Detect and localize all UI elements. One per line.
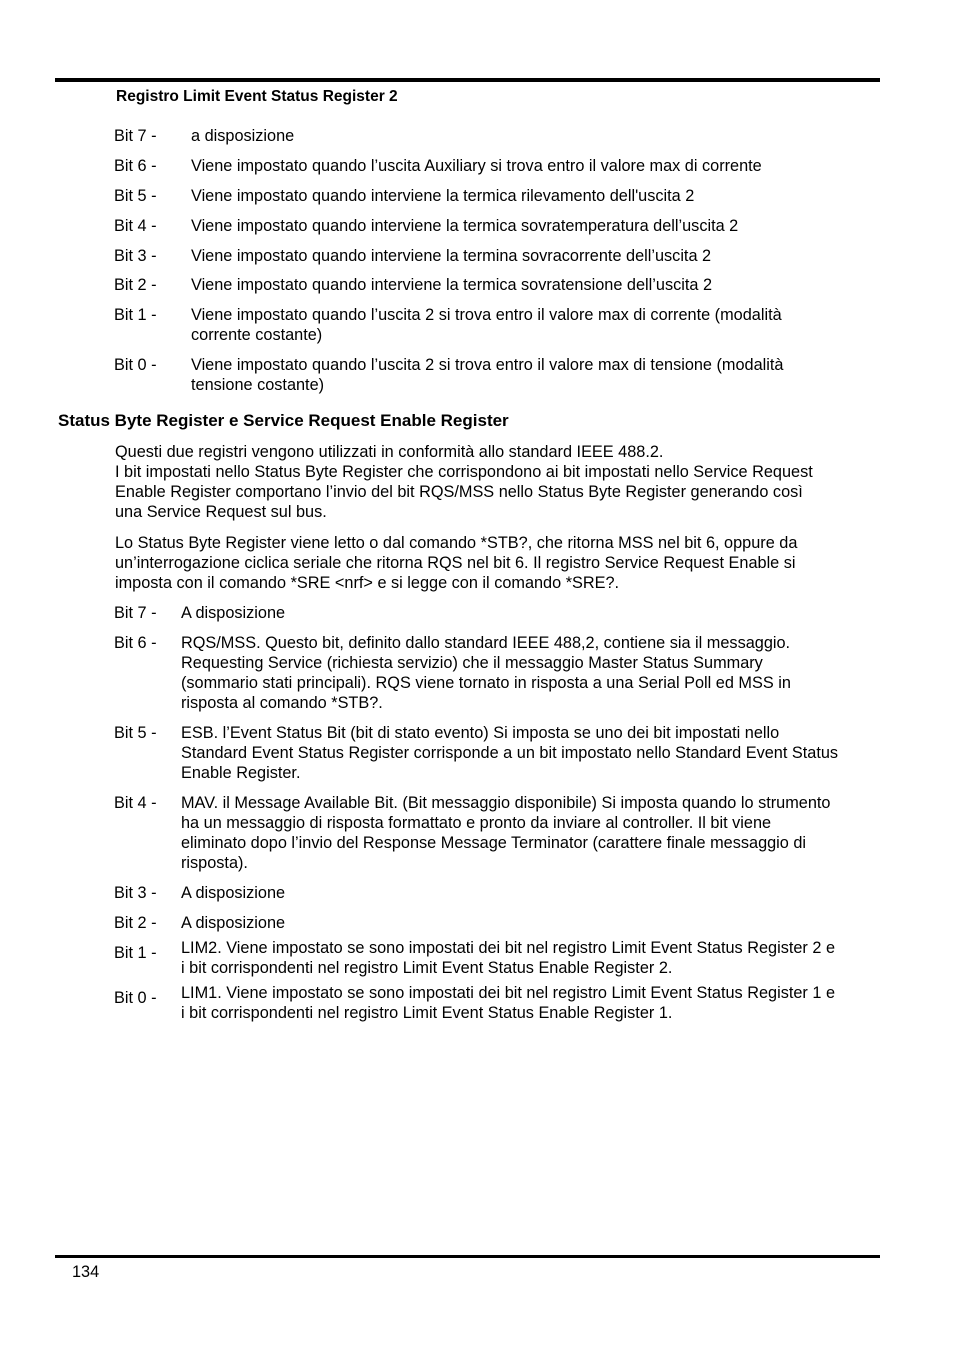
bit-label: Bit 3 - [114,884,157,902]
paragraph-line: I bit impostati nello Status Byte Register che corrispondono ai bit impostati nello Service Request [115,463,813,481]
paragraph-line: Enable Register comportano l’invio del bit RQS/MSS nello Status Byte Register generando così [115,483,803,501]
bit-description: RQS/MSS. Questo bit, definito dallo standard IEEE 488,2, contiene sia il messaggio. [181,634,791,652]
bit-description: Viene impostato quando l’uscita Auxiliary si trova entro il valore max di corrente [191,157,762,175]
bit-description: (sommario stati principali). RQS viene tornato in risposta a una Serial Poll ed MSS in [181,674,791,692]
bit-description: Viene impostato quando interviene la termica sovratemperatura dell’uscita 2 [191,217,739,235]
page-number: 134 [72,1263,100,1281]
bit-description: Viene impostato quando l’uscita 2 si trova entro il valore max di tensione (modalità [191,356,784,374]
paragraph-line: una Service Request sul bus. [115,503,327,521]
bit-label: Bit 6 - [114,157,157,175]
bit-description: A disposizione [181,604,286,622]
bit-label: Bit 0 - [114,989,157,1007]
bit-label: Bit 7 - [114,127,157,145]
bit-label: Bit 1 - [114,306,157,324]
bit-description: Viene impostato quando l’uscita 2 si trova entro il valore max di corrente (modalità [191,306,782,324]
footer-rule [55,1255,880,1258]
paragraph-line: Lo Status Byte Register viene letto o dal comando *STB?, che ritorna MSS nel bit 6, oppure da [115,534,798,552]
bit-label: Bit 7 - [114,604,157,622]
bit-label: Bit 2 - [114,914,157,932]
bit-description: Requesting Service (richiesta servizio) che il messaggio Master Status Summary [181,654,763,672]
section2-title: Status Byte Register e Service Request Enable Register [58,411,509,430]
bit-label: Bit 5 - [114,187,157,205]
bit-label: Bit 4 - [114,794,157,812]
paragraph-line: imposta con il comando *SRE <nrf> e si legge con il comando *SRE?. [115,574,620,592]
paragraph-line: un’interrogazione ciclica seriale che ritorna RQS nel bit 6. Il registro Service Request Enable si [115,554,796,572]
bit-label: Bit 0 - [114,356,157,374]
bit-description: LIM2. Viene impostato se sono impostati dei bit nel registro Limit Event Status Register 2 e [181,939,835,957]
bit-label: Bit 5 - [114,724,157,742]
section1-title: Registro Limit Event Status Register 2 [116,88,398,105]
bit-label: Bit 4 - [114,217,157,235]
bit-description: MAV. il Message Available Bit. (Bit messaggio disponibile) Si imposta quando lo strumento [181,794,831,812]
bit-label: Bit 2 - [114,276,157,294]
bit-description: A disposizione [181,884,286,902]
bit-label: Bit 3 - [114,247,157,265]
bit-label: Bit 1 - [114,944,157,962]
paragraph-line: Questi due registri vengono utilizzati in conformità allo standard IEEE 488.2. [115,443,664,461]
bit-description: i bit corrispondenti nel registro Limit Event Status Enable Register 1. [181,1004,673,1022]
bit-description: risposta). [181,854,248,872]
bit-description: LIM1. Viene impostato se sono impostati dei bit nel registro Limit Event Status Register 1 e [181,984,835,1002]
bit-description: ha un messaggio di risposta formattato e pronto da inviare al controller. Il bit viene [181,814,772,832]
bit-description: risposta al comando *STB?. [181,694,383,712]
bit-description: Standard Event Status Register corrisponde a un bit impostato nello Standard Event Status [181,744,839,762]
bit-description: Viene impostato quando interviene la termica sovratensione dell’uscita 2 [191,276,713,294]
header-rule [55,78,880,82]
bit-description: eliminato dopo l’invio del Response Message Terminator (carattere finale messaggio di [181,834,807,852]
bit-description: corrente costante) [191,326,323,344]
bit-description: Enable Register. [181,764,301,782]
bit-description: tensione costante) [191,376,325,394]
bit-description: Viene impostato quando interviene la termica rilevamento dell'uscita 2 [191,187,695,205]
bit-label: Bit 6 - [114,634,157,652]
bit-description: ESB. l’Event Status Bit (bit di stato evento) Si imposta se uno dei bit impostati nello [181,724,780,742]
bit-description: A disposizione [181,914,286,932]
bit-description: Viene impostato quando interviene la termina sovracorrente dell’uscita 2 [191,247,712,265]
bit-description: i bit corrispondenti nel registro Limit Event Status Enable Register 2. [181,959,673,977]
bit-description: a disposizione [191,127,295,145]
